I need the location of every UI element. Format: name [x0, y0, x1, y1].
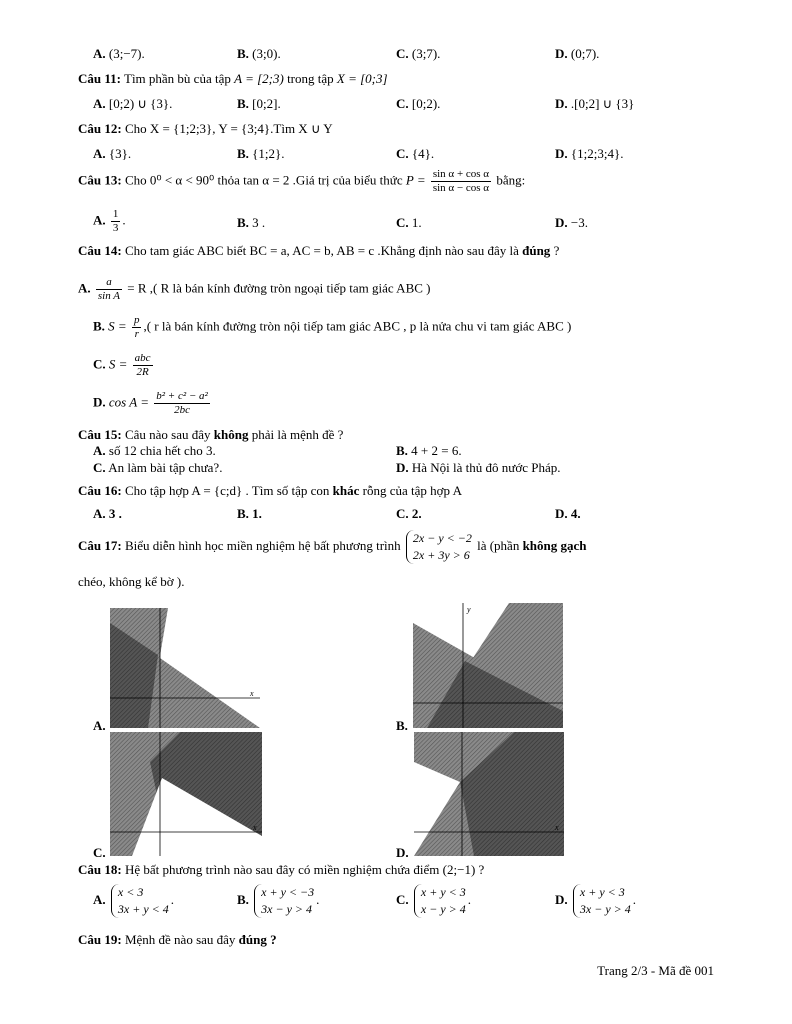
q12-option-a: A. {3}. [93, 146, 132, 161]
q14-option-a: A. $\frac{a}{\text{sin A}}$ = R ,( R là bán kính đường tròn ngoại tiếp tam giác ABC ) [78, 276, 431, 302]
q16-option-d: D. 4. [555, 506, 581, 521]
graph-c [110, 732, 262, 856]
q16-option-c: C. 2. [396, 506, 422, 521]
q18-option-a: A. x < 3 3x + y < 4. [93, 885, 174, 916]
q11-option-c: C. [0;2). [396, 96, 441, 111]
q13-option-d: D. −3. [555, 215, 588, 230]
q16-option-b: B. 1. [237, 506, 262, 521]
q18-option-c: C. x + y < 3 x − y > 4. [396, 885, 471, 916]
prev-option-c: C. (3;7). [396, 46, 441, 61]
q14-option-b: B. S = $\frac{p}{r}$ ,( r là bán kính đường tròn nội tiếp tam giác ABC , p là nửa chu vi tam giác ABC ) [93, 314, 572, 340]
prev-option-a: A. (3;−7). [93, 46, 145, 61]
svg-text:x: x [555, 823, 559, 832]
q11-option-b: B. [0;2]. [237, 96, 281, 111]
q15-option-d: D. Hà Nội là thủ đô nước Pháp. [396, 460, 561, 475]
prev-option-b: B. (3;0). [237, 46, 281, 61]
q13-option-a: A. $\frac{1}{3}$ . [93, 208, 126, 234]
q15-option-a: A. số 12 chia hết cho 3. [93, 443, 216, 458]
graph-b [413, 603, 563, 728]
q16-option-a: A. 3 . [93, 506, 122, 521]
graph-b-label: B. [396, 718, 408, 733]
svg-text:x: x [250, 689, 254, 698]
question-19: Câu 19: Mệnh đề nào sau đây đúng ? [78, 932, 277, 947]
graph-d [414, 732, 564, 856]
q13-option-c: C. 1. [396, 215, 422, 230]
prev-option-d: D. (0;7). [555, 46, 600, 61]
q12-option-b: B. {1;2}. [237, 146, 285, 161]
q12-option-d: D. {1;2;3;4}. [555, 146, 624, 161]
question-16: Câu 16: Cho tập hợp A = {c;d} . Tìm số tập con khác rỗng của tập hợp A [78, 483, 462, 498]
question-14: Câu 14: Cho tam giác ABC biết BC = a, AC = b, AB = c .Khẳng định nào sau đây là đúng ? [78, 243, 560, 258]
graph-c-label: C. [93, 845, 106, 860]
q14-option-c: C. S = $\frac{\text{abc}}{2R}$ [93, 352, 151, 378]
graph-d-label: D. [396, 845, 409, 860]
svg-text:y: y [467, 605, 471, 614]
q11-option-d: D. .[0;2] ∪ {3} [555, 96, 635, 111]
svg-text:x: x [253, 823, 257, 832]
q14-option-d: D. cos A = $\frac{\text{b² + c² − a²}}{2bc}$ [93, 390, 208, 416]
question-13: Câu 13: Cho 0⁰ < α < 90⁰ thỏa tan α = 2 .Giá trị của biểu thức P = $\frac{\text{sin α + cos α}}{\text{sin α − cos α}}$ bằng: [78, 168, 526, 194]
q12-option-c: C. {4}. [396, 146, 435, 161]
question-17-line2: chéo, không kể bờ ). [78, 574, 185, 589]
question-17: Câu 17: Biểu diễn hình học miền nghiệm hệ bất phương trình 2x − y < −2 2x + 3y > 6 là (phần không gạch [78, 531, 587, 562]
question-12: Câu 12: Cho X = {1;2;3}, Y = {3;4}.Tìm X ∪ Y [78, 121, 333, 136]
q18-option-b: B. x + y < −3 3x − y > 4. [237, 885, 320, 916]
q18-option-d: D. x + y < 3 3x − y > 4. [555, 885, 636, 916]
q11-option-a: A. [0;2) ∪ {3}. [93, 96, 173, 111]
question-18: Câu 18: Hệ bất phương trình nào sau đây có miền nghiệm chứa điểm (2;−1) ? [78, 862, 485, 877]
question-11: Câu 11: Tìm phần bù của tập A = [2;3) trong tập X = [0;3] [78, 71, 388, 86]
question-15: Câu 15: Câu nào sau đây không phải là mệnh đề ? [78, 427, 344, 442]
graph-a-label: A. [93, 718, 106, 733]
page-footer: Trang 2/3 - Mã đề 001 [597, 963, 714, 978]
graph-a [110, 608, 260, 728]
q13-option-b: B. 3 . [237, 215, 266, 230]
q15-option-c: C. An làm bài tập chưa?. [93, 460, 223, 475]
q15-option-b: B. 4 + 2 = 6. [396, 443, 462, 458]
